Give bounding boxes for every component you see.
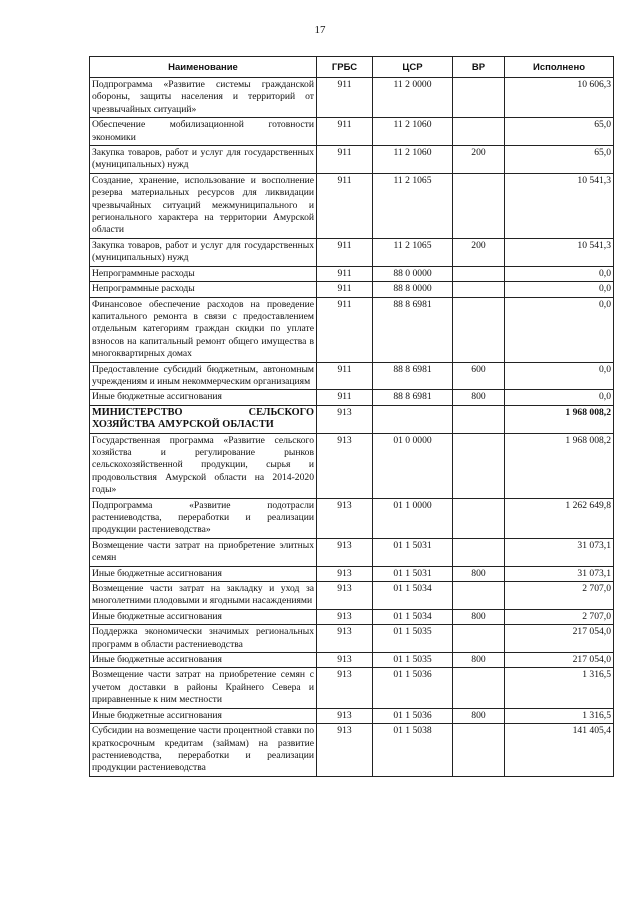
table-row: [90, 173, 614, 238]
table-row: [90, 609, 614, 624]
vr-cell: 200: [453, 238, 505, 266]
name-cell: Иные бюджетные ассигнования: [90, 653, 317, 668]
csr-cell: 01 1 5036: [373, 708, 453, 723]
grbs-cell: 913: [317, 405, 373, 433]
csr-cell: 11 2 0000: [373, 78, 453, 118]
name-cell: Иные бюджетные ассигнования: [90, 566, 317, 581]
budget-table: [89, 56, 614, 777]
csr-cell: 88 8 6981: [373, 297, 453, 362]
csr-cell: 01 0 0000: [373, 433, 453, 498]
vr-cell: 800: [453, 653, 505, 668]
table-row: [90, 708, 614, 723]
grbs-cell: 911: [317, 282, 373, 297]
table-row: [90, 582, 614, 610]
amount-cell: 2 707,0: [505, 582, 614, 610]
table-row: [90, 433, 614, 498]
name-cell: Финансовое обеспечение расходов на проведение капитального ремонта в связи с предоставлением отдельным категориям граждан скидки по уплате взносов на капитальный ремонт общего имущества в многоквартирных домах: [90, 297, 317, 362]
amount-cell: 1 316,5: [505, 708, 614, 723]
csr-cell: 11 2 1060: [373, 146, 453, 174]
header-grbs: ГРБС: [317, 57, 373, 78]
table-row: [90, 724, 614, 777]
table-row: [90, 146, 614, 174]
amount-cell: 0,0: [505, 282, 614, 297]
amount-cell: 0,0: [505, 362, 614, 390]
amount-cell: 217 054,0: [505, 653, 614, 668]
csr-cell: 01 1 5038: [373, 724, 453, 777]
header-vr: ВР: [453, 57, 505, 78]
table-header-row: [90, 57, 614, 78]
name-cell: Поддержка экономически значимых региональных программ в области растениеводства: [90, 625, 317, 653]
vr-cell: [453, 724, 505, 777]
name-cell: Государственная программа «Развитие сельского хозяйства и регулирование рынков сельскохозяйственной продукции, сырья и продовольствия Амурской области на 2014-2020 годы»: [90, 433, 317, 498]
grbs-cell: 911: [317, 297, 373, 362]
vr-cell: [453, 118, 505, 146]
csr-cell: 88 0 0000: [373, 266, 453, 281]
header-name: Наименование: [90, 57, 317, 78]
table-row: [90, 362, 614, 390]
vr-cell: [453, 78, 505, 118]
amount-cell: 10 541,3: [505, 238, 614, 266]
table-row: [90, 297, 614, 362]
grbs-cell: 911: [317, 118, 373, 146]
grbs-cell: 911: [317, 238, 373, 266]
grbs-cell: 913: [317, 582, 373, 610]
table-row: [90, 566, 614, 581]
name-cell: Предоставление субсидий бюджетным, автономным учреждениям и иным некоммерческим организациям: [90, 362, 317, 390]
table-row: [90, 653, 614, 668]
csr-cell: 11 2 1060: [373, 118, 453, 146]
table-row: [90, 78, 614, 118]
header-csr: ЦСР: [373, 57, 453, 78]
name-cell: Подпрограмма «Развитие подотрасли растениеводства, переработки и реализации продукции растениеводства»: [90, 498, 317, 538]
grbs-cell: 911: [317, 266, 373, 281]
amount-cell: 2 707,0: [505, 609, 614, 624]
grbs-cell: 911: [317, 173, 373, 238]
name-cell: Иные бюджетные ассигнования: [90, 708, 317, 723]
name-cell: Иные бюджетные ассигнования: [90, 609, 317, 624]
grbs-cell: 913: [317, 433, 373, 498]
name-cell: Возмещение части затрат на приобретение семян с учетом доставки в районы Крайнего Севера и приравненные к ним местности: [90, 668, 317, 708]
vr-cell: [453, 668, 505, 708]
grbs-cell: 913: [317, 498, 373, 538]
vr-cell: [453, 582, 505, 610]
csr-cell: 01 1 5034: [373, 609, 453, 624]
amount-cell: 10 606,3: [505, 78, 614, 118]
table-row: [90, 266, 614, 281]
csr-cell: 88 8 6981: [373, 390, 453, 405]
table-row: [90, 498, 614, 538]
amount-cell: 31 073,1: [505, 538, 614, 566]
name-cell: Субсидии на возмещение части процентной ставки по краткосрочным кредитам (займам) на развитие растениеводства, переработки и реализации продукции растениеводства: [90, 724, 317, 777]
grbs-cell: 913: [317, 668, 373, 708]
table-row: [90, 625, 614, 653]
amount-cell: 0,0: [505, 266, 614, 281]
name-cell: Непрограммные расходы: [90, 266, 317, 281]
vr-cell: 600: [453, 362, 505, 390]
amount-cell: 65,0: [505, 118, 614, 146]
amount-cell: 1 316,5: [505, 668, 614, 708]
grbs-cell: 913: [317, 538, 373, 566]
name-cell: Закупка товаров, работ и услуг для государственных (муниципальных) нужд: [90, 238, 317, 266]
amount-cell: 0,0: [505, 297, 614, 362]
amount-cell: 1 968 008,2: [505, 405, 614, 433]
vr-cell: 800: [453, 566, 505, 581]
amount-cell: 10 541,3: [505, 173, 614, 238]
page-number: 17: [314, 24, 326, 36]
name-cell: Обеспечение мобилизационной готовности экономики: [90, 118, 317, 146]
vr-cell: [453, 433, 505, 498]
name-cell: МИНИСТЕРСТВО СЕЛЬСКОГО ХОЗЯЙСТВА АМУРСКОЙ ОБЛАСТИ: [90, 405, 317, 433]
ministry-row: [90, 405, 614, 433]
vr-cell: [453, 173, 505, 238]
name-cell: Подпрограмма «Развитие системы гражданской обороны, защиты населения и территорий от чрезвычайных ситуаций»: [90, 78, 317, 118]
amount-cell: 31 073,1: [505, 566, 614, 581]
vr-cell: [453, 498, 505, 538]
csr-cell: 01 1 5031: [373, 566, 453, 581]
name-cell: Возмещение части затрат на закладку и уход за многолетними плодовыми и ягодными насаждениями: [90, 582, 317, 610]
name-cell: Возмещение части затрат на приобретение элитных семян: [90, 538, 317, 566]
table-row: [90, 538, 614, 566]
grbs-cell: 911: [317, 362, 373, 390]
amount-cell: 0,0: [505, 390, 614, 405]
csr-cell: 11 2 1065: [373, 173, 453, 238]
csr-cell: 88 8 6981: [373, 362, 453, 390]
csr-cell: 88 8 0000: [373, 282, 453, 297]
grbs-cell: 913: [317, 566, 373, 581]
name-cell: Иные бюджетные ассигнования: [90, 390, 317, 405]
grbs-cell: 913: [317, 653, 373, 668]
csr-cell: 01 1 5035: [373, 653, 453, 668]
amount-cell: 1 262 649,8: [505, 498, 614, 538]
vr-cell: 800: [453, 708, 505, 723]
vr-cell: [453, 625, 505, 653]
grbs-cell: 911: [317, 78, 373, 118]
name-cell: Создание, хранение, использование и восполнение резерва материальных ресурсов для ликвидации чрезвычайных ситуаций межмуниципального и регионального характера на территории Амурской области: [90, 173, 317, 238]
vr-cell: 800: [453, 390, 505, 405]
name-cell: Непрограммные расходы: [90, 282, 317, 297]
table-row: [90, 118, 614, 146]
table-row: [90, 238, 614, 266]
vr-cell: 800: [453, 609, 505, 624]
amount-cell: 217 054,0: [505, 625, 614, 653]
csr-cell: 01 1 5035: [373, 625, 453, 653]
amount-cell: 65,0: [505, 146, 614, 174]
header-amount: Исполнено: [505, 57, 614, 78]
vr-cell: [453, 266, 505, 281]
vr-cell: [453, 282, 505, 297]
table-body: [90, 78, 614, 777]
grbs-cell: 913: [317, 625, 373, 653]
csr-cell: 01 1 5034: [373, 582, 453, 610]
csr-cell: 01 1 0000: [373, 498, 453, 538]
grbs-cell: 913: [317, 724, 373, 777]
table-row: [90, 668, 614, 708]
csr-cell: 01 1 5031: [373, 538, 453, 566]
vr-cell: [453, 538, 505, 566]
grbs-cell: 913: [317, 708, 373, 723]
table-row: [90, 282, 614, 297]
csr-cell: 11 2 1065: [373, 238, 453, 266]
grbs-cell: 911: [317, 390, 373, 405]
table-row: [90, 390, 614, 405]
csr-cell: 01 1 5036: [373, 668, 453, 708]
vr-cell: 200: [453, 146, 505, 174]
grbs-cell: 913: [317, 609, 373, 624]
grbs-cell: 911: [317, 146, 373, 174]
vr-cell: [453, 297, 505, 362]
amount-cell: 141 405,4: [505, 724, 614, 777]
name-cell: Закупка товаров, работ и услуг для государственных (муниципальных) нужд: [90, 146, 317, 174]
csr-cell: [373, 405, 453, 433]
vr-cell: [453, 405, 505, 433]
amount-cell: 1 968 008,2: [505, 433, 614, 498]
